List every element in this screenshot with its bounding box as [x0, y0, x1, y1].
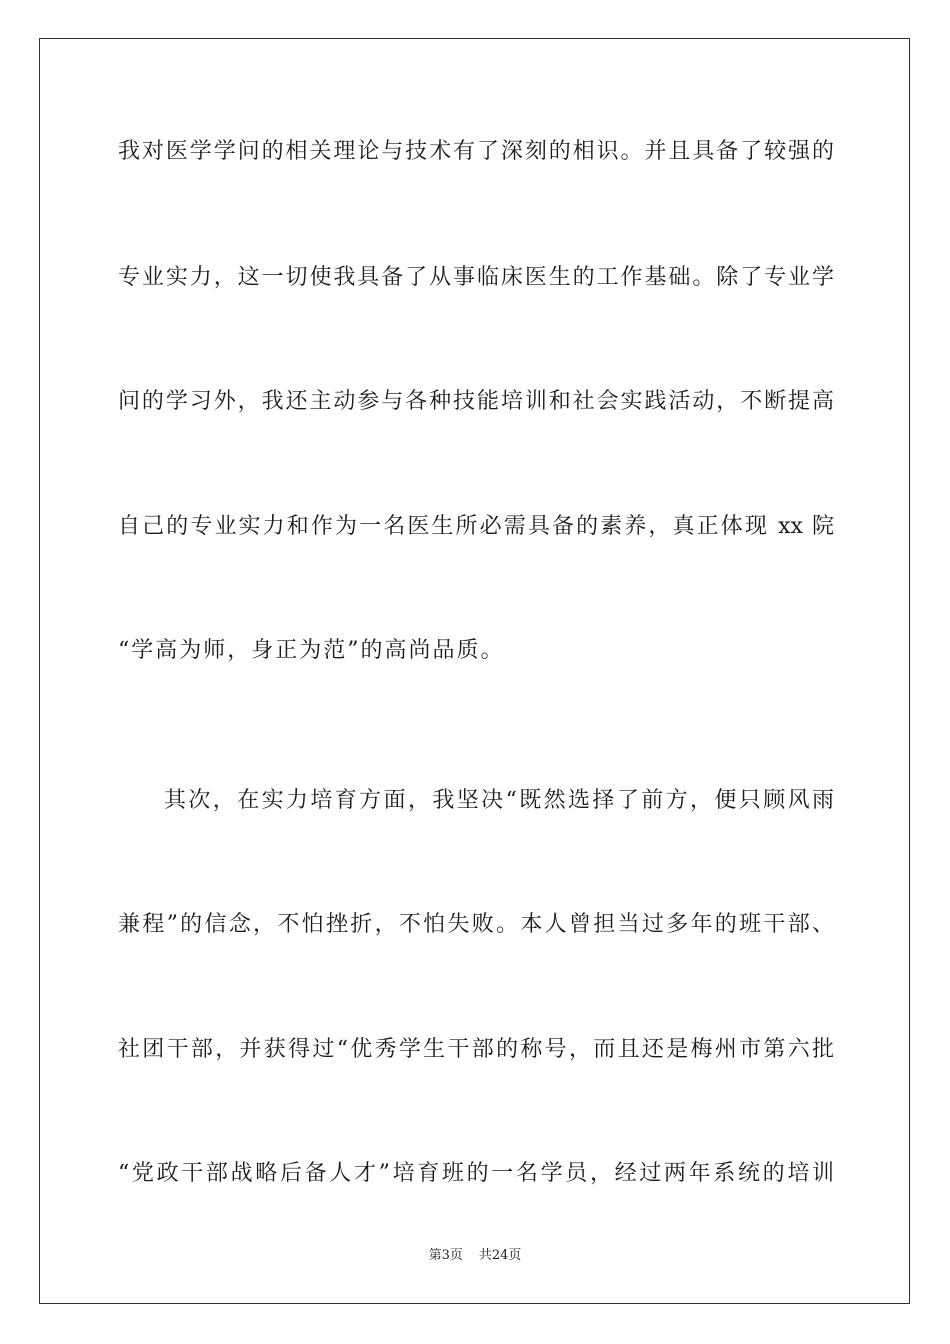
total-pages: 共24页 — [478, 1248, 522, 1263]
body-text-line-3: 问的学习外，我还主动参与各种技能培训和社会实践活动，不断提高 — [118, 389, 834, 414]
body-text-line-8: 社团干部，并获得过“优秀学生干部的称号，而且还是梅州市第六批 — [118, 1037, 834, 1062]
body-text-line-9: “党政干部战略后备人才”培育班的一名学员，经过两年系统的培训 — [118, 1161, 834, 1186]
page-footer — [0, 1248, 950, 1264]
body-text-line-7: 兼程”的信念，不怕挫折，不怕失败。本人曾担当过多年的班干部、 — [118, 912, 834, 937]
body-text-line-4: 自己的专业实力和作为一名医生所必需具备的素养，真正体现 xx 院 — [118, 514, 834, 539]
page-number: 第3页 — [428, 1248, 463, 1263]
body-text-line-2: 专业实力，这一切使我具备了从事临床医生的工作基础。除了专业学 — [118, 265, 834, 290]
body-text-line-1: 我对医学学问的相关理论与技术有了深刻的相识。并且具备了较强的 — [118, 139, 834, 164]
body-text-line-6: 其次，在实力培育方面，我坚决“既然选择了前方，便只顾风雨 — [164, 788, 834, 813]
body-text-line-5: “学高为师，身正为范”的高尚品质。 — [118, 638, 505, 663]
page-border — [39, 38, 910, 1304]
